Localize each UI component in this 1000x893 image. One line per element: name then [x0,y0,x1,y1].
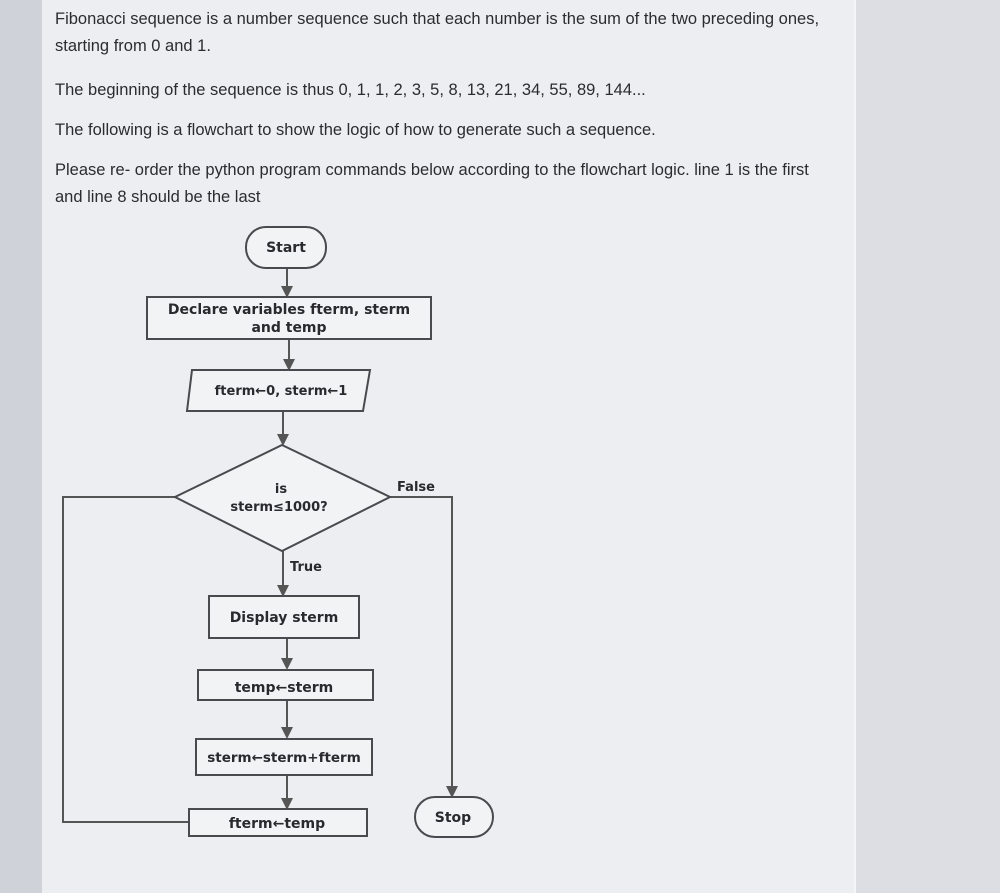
sequence-paragraph: The beginning of the sequence is thus 0, 1, 1, 2, 3, 5, 8, 13, 21, 34, 55, 89, 144... [55,81,646,99]
decision-label-line2: sterm≤1000? [230,500,328,515]
declare-label-line1: Declare variables fterm, sterm [167,302,411,318]
declare-label-line2: and temp [251,320,327,336]
decision-label-line1: is [274,482,288,497]
instruction-paragraph: Please re- order the python program commands below according to the flowchart logic. line 1 is the first and line 8 should be the last [55,161,809,206]
stop-label: Stop [434,810,472,826]
fterm-label: fterm←temp [228,816,326,832]
sterm-label: sterm←sterm+fterm [207,750,361,766]
start-label: Start [266,240,306,256]
temp-label: temp←sterm [234,680,334,696]
true-label: True [290,560,322,575]
loop-back-connector [63,497,190,822]
flowchart-intro-paragraph: The following is a flowchart to show the logic of how to generate such a sequence. [55,121,656,139]
init-label: fterm←0, sterm←1 [214,384,348,399]
false-branch-connector [390,497,452,792]
intro-paragraph: Fibonacci sequence is a number sequence such that each number is the sum of the two preceding ones, starting from 0 and 1. [55,10,820,55]
flowchart-shapes [147,227,493,837]
decision-diamond [175,445,390,551]
false-label: False [397,480,435,495]
display-label: Display sterm [229,610,339,626]
